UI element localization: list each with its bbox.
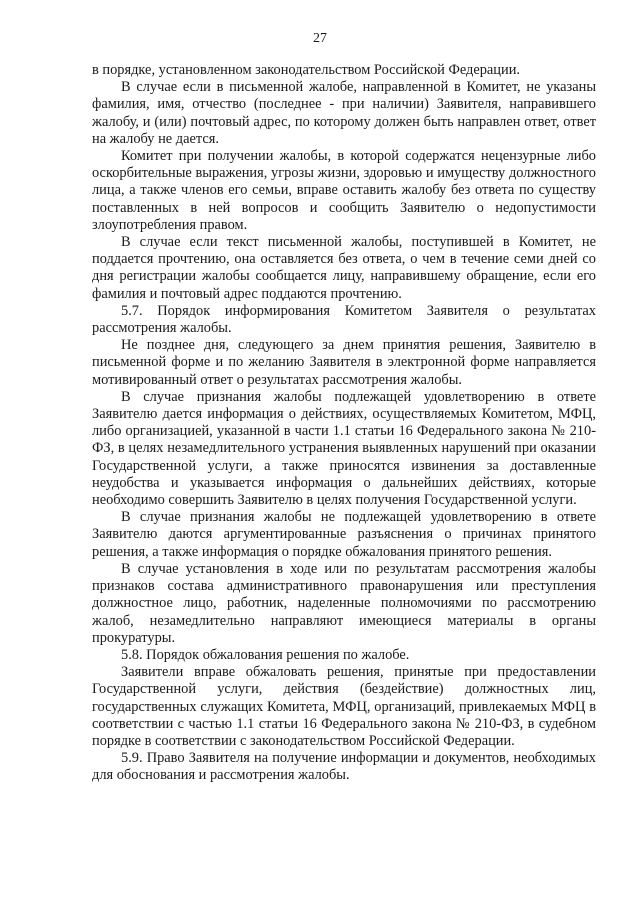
paragraph-unreadable-complaint: В случае если текст письменной жалобы, поступившей в Комитет, не поддается прочтению, она оставляется без ответа, о чем в течение семи дней со дня регистрации жалобы сообщается лицу, направившему обращение, если его фамилия и почтовый адрес поддаются прочтению. [92, 234, 596, 302]
section-heading-5-8: 5.8. Порядок обжалования решения по жалобе. [121, 646, 410, 663]
section-heading-5-7: 5.7. Порядок информирования Комитетом Заявителя о результатах рассмотрения жалобы. [92, 302, 596, 337]
paragraph-offensive-complaint: Комитет при получении жалобы, в которой содержатся нецензурные либо оскорбительные выражения, угрозы жизни, здоровью и имуществу должностного лица, а также членов его семьи, вправе оставить жалобу без ответа по существу поставленных в ней вопросов и сообщить Заявителю о недопустимости злоупотребления правом. [92, 148, 596, 233]
paragraph-continuation: в порядке, установленном законодательством Российской Федерации. [92, 62, 521, 78]
paragraph-judicial-appeal: Заявители вправе обжаловать решения, принятые при предоставлении Государственной услуги, действия (бездействие) должностных лиц, государственных служащих Комитета, МФЦ, организаций, привлекаемых МФЦ в соответствии с частью 1.1 статьи 16 Федерального закона № 210-ФЗ, в судебном порядке в соответствии с законодательством Российской Федерации. [92, 664, 596, 749]
page-number: 27 [313, 31, 327, 46]
paragraph-offense-detected: В случае установления в ходе или по результатам рассмотрения жалобы признаков состава административного правонарушения или преступления должностное лицо, работник, наделенные полномочиями по рассмотрению жалоб, незамедлительно направляют имеющиеся материалы в органы прокуратуры. [92, 560, 596, 646]
section-heading-5-9: 5.9. Право Заявителя на получение информации и документов, необходимых для обоснования и рассмотрения жалобы. [92, 750, 596, 784]
paragraph-no-sender-data: В случае если в письменной жалобе, направленной в Комитет, не указаны фамилия, имя, отчество (последнее - при наличии) Заявителя, направившего жалобу, и (или) почтовый адрес, по которому должен быть направлен ответ, ответ на жалобу не дается. [92, 79, 596, 147]
paragraph-complaint-satisfied: В случае признания жалобы подлежащей удовлетворению в ответе Заявителю дается информация о действиях, осуществляемых Комитетом, МФЦ, либо организацией, указанной в части 1.1 статьи 16 Федерального закона № 210-ФЗ, в целях незамедлительного устранения выявленных нарушений при оказании Государственной услуги, а также приносятся извинения за доставленные неудобства и указывается информация о дальнейших действиях, которые необходимо совершить Заявителю в целях получения Государственной услуги. [92, 388, 596, 509]
paragraph-answer-deadline: Не позднее дня, следующего за днем принятия решения, Заявителю в письменной форме и по желанию Заявителя в электронной форме направляется мотивированный ответ о результатах рассмотрения жалобы. [92, 337, 596, 388]
document-body [92, 62, 596, 785]
paragraph-complaint-rejected: В случае признания жалобы не подлежащей удовлетворению в ответе Заявителю даются аргументированные разъяснения о причинах принятого решения, а также информация о порядке обжалования принятого решения. [92, 509, 596, 560]
